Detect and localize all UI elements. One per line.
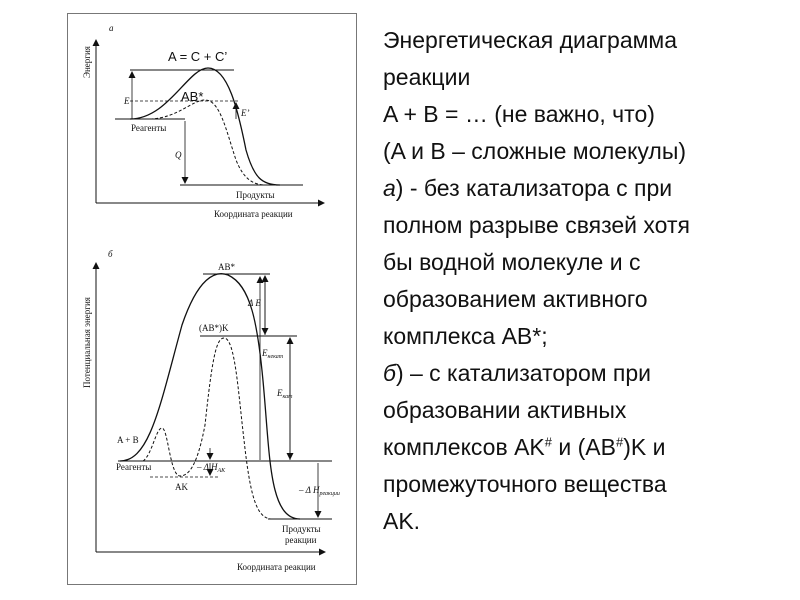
diagram-b-products-line2: реакции <box>285 535 317 545</box>
desc-marker-b: б <box>383 360 396 386</box>
diagram-a-reagents: Реагенты <box>131 123 167 133</box>
diagram-a-letter: а <box>109 23 114 33</box>
diagram-a <box>82 23 324 219</box>
diagram-b-delta-h-reaction: – Δ $H_{реакции}$ <box>299 485 340 497</box>
desc-line: образовании активных <box>383 397 627 423</box>
diagram-b-letter: б <box>108 249 113 259</box>
desc-line: образованием активного <box>383 286 648 312</box>
diagram-b-delta-e: Δ E <box>248 298 261 308</box>
description-text <box>383 22 783 540</box>
diagram-b-e-kat: $E_{кат}$ <box>277 388 293 400</box>
diagram-a-label-e: E <box>124 96 130 106</box>
diagram-b <box>82 249 340 572</box>
desc-line: б) – с катализатором при <box>383 360 652 386</box>
diagram-b-x-label: Координата реакции <box>237 562 316 572</box>
desc-line: промежуточного вещества <box>383 471 667 497</box>
diagram-b-ak: AK <box>175 482 188 492</box>
desc-line: реакции <box>383 64 471 90</box>
desc-line: бы водной молекуле и с <box>383 249 641 275</box>
diagram-b-ab-star: AB* <box>218 262 236 272</box>
desc-line: комплекса AB*; <box>383 323 548 349</box>
diagram-a-x-label: Координата реакции <box>214 209 293 219</box>
diagram-a-label-q: Q <box>175 150 182 160</box>
desc-line: Энергетическая диаграмма <box>383 27 678 53</box>
diagram-a-y-label: Энергия <box>82 46 92 78</box>
diagram-b-uncatalyzed-curve <box>120 274 300 519</box>
desc-marker-a: а <box>383 175 396 201</box>
desc-line: A + B = … (не важно, что) <box>383 101 655 127</box>
diagram-b-abk: (AB*)K <box>199 323 229 333</box>
diagram-b-delta-h-ak: – Δ $H_{AK}$ <box>197 462 226 474</box>
diagram-a-active-complex: AB* <box>181 89 204 104</box>
diagram-a-label-e-prime: E’ <box>241 108 250 118</box>
diagram-a-products: Продукты <box>236 190 275 200</box>
diagram-b-y-label: Потенциальная энергия <box>82 297 92 388</box>
diagram-a-products-formula: A = C + C’ <box>168 49 228 64</box>
desc-line: а) - без катализатора с при <box>383 175 673 201</box>
desc-line: AK. <box>383 508 421 534</box>
desc-line: полном разрыве связей хотя <box>383 212 690 238</box>
desc-line: комплексов AK# и (AB#)K и <box>383 434 666 460</box>
desc-line: (A и B – сложные молекулы) <box>383 138 687 164</box>
diagram-b-products-line1: Продукты <box>282 524 321 534</box>
diagram-b-reagents: Реагенты <box>116 462 152 472</box>
diagram-b-e-nekat: $E_{некат}$ <box>262 348 284 360</box>
diagram-b-catalyzed-curve <box>143 338 272 519</box>
diagram-b-a-plus-b: A + B <box>117 435 139 445</box>
